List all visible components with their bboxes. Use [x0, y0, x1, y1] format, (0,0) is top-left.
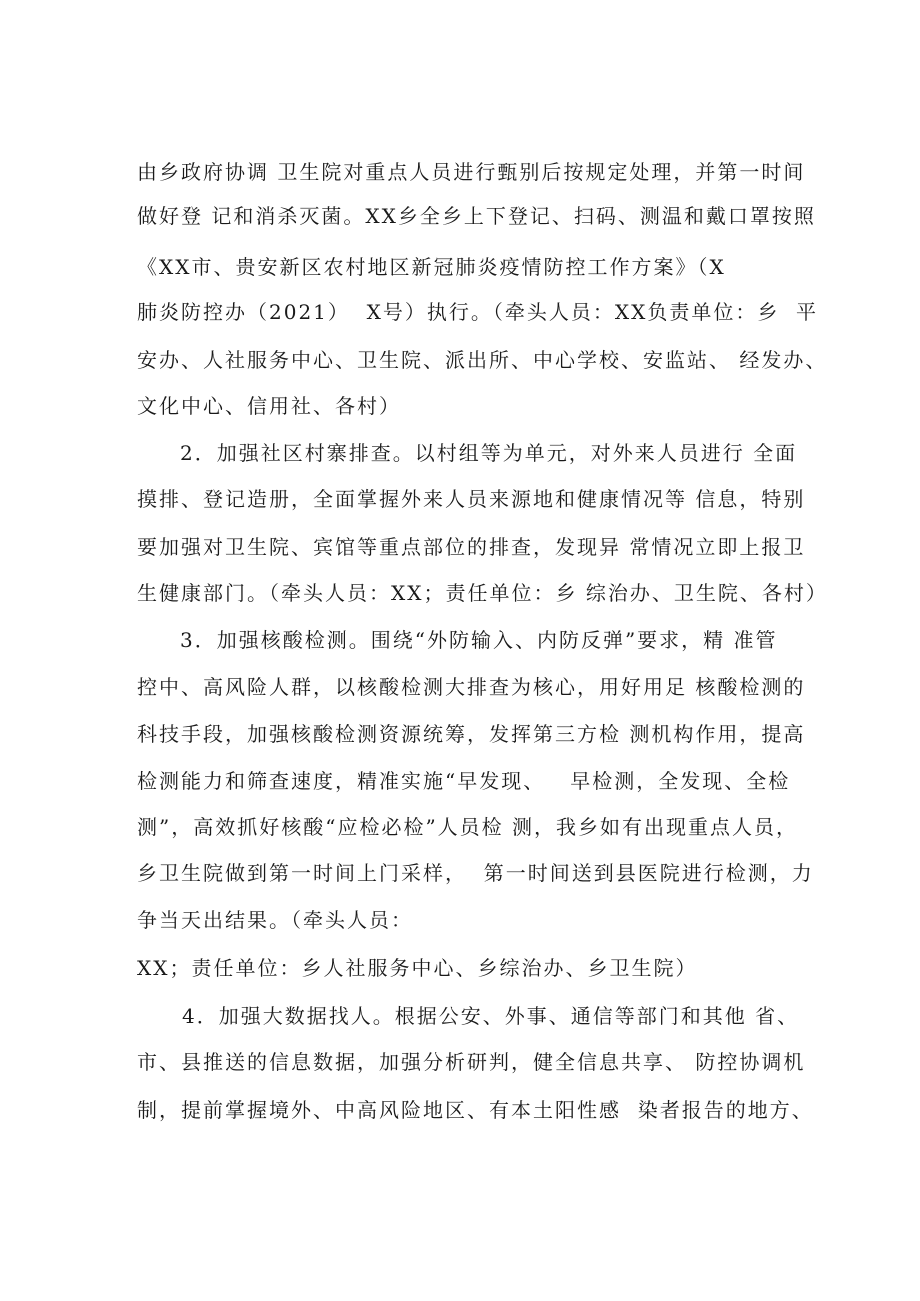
- text-line: 市、县推送的信息数据，加强分析研判，健全信息共享、 防控协调机: [137, 1050, 806, 1074]
- text-line: 肺炎防控办（2021） X号）执行。（牵头人员：XX负责单位：乡 平: [137, 300, 819, 324]
- text-line: 检测能力和筛查速度，精准实施“早发现、 早检测，全发现、全检: [137, 769, 791, 793]
- paragraph-2-first-line: 2．加强社区村寨排查。以村组等为单元，对外来人员进行 全面: [180, 441, 798, 465]
- text-line: 控中、高风险人群，以核酸检测大排查为核心，用好用足 核酸检测的: [137, 675, 806, 699]
- paragraph-4-first-line: 4．加强大数据找人。根据公安、外事、通信等部门和其他 省、: [182, 1004, 800, 1028]
- text-line: 制，提前掌握境外、中高风险地区、有本土阳性感 染者报告的地方、: [137, 1098, 814, 1122]
- text-line: 测”，高效抓好核酸“应检必检”人员检 测，我乡如有出现重点人员，: [137, 815, 799, 839]
- text-line: 做好登 记和消杀灭菌。XX乡全乡上下登记、扫码、测温和戴口罩按照: [137, 204, 816, 228]
- text-line: 乡卫生院做到第一时间上门采样， 第一时间送到县医院进行检测，力: [137, 861, 814, 885]
- text-line: 要加强对卫生院、宾馆等重点部位的排查，发现异 常情况立即上报卫: [137, 535, 806, 559]
- text-line: 生健康部门。（牵头人员：XX；责任单位：乡 综治办、卫生院、各村）: [137, 581, 828, 605]
- text-line: 《XX市、贵安新区农村地区新冠肺炎疫情防控工作方案》（X: [137, 255, 726, 279]
- text-line: 科技手段，加强核酸检测资源统筹，发挥第三方检 测机构作用，提高: [137, 722, 806, 746]
- text-line: 文化中心、信用社、各村）: [137, 394, 401, 418]
- paragraph-3-first-line: 3．加强核酸检测。围绕“外防输入、内防反弹”要求，精 准管: [180, 628, 778, 652]
- text-line: 摸排、登记造册，全面掌握外来人员来源地和健康情况等 信息，特别: [137, 487, 806, 511]
- text-line: 争当天出结果。（牵头人员：: [137, 908, 413, 932]
- text-line: XX；责任单位：乡人社服务中心、乡综治办、乡卫生院）: [137, 956, 698, 980]
- text-line: 安办、人社服务中心、卫生院、派出所、中心学校、安监站、 经发办、: [137, 348, 828, 372]
- text-line: 由乡政府协调 卫生院对重点人员进行甄别后按规定处理，并第一时间: [137, 160, 806, 184]
